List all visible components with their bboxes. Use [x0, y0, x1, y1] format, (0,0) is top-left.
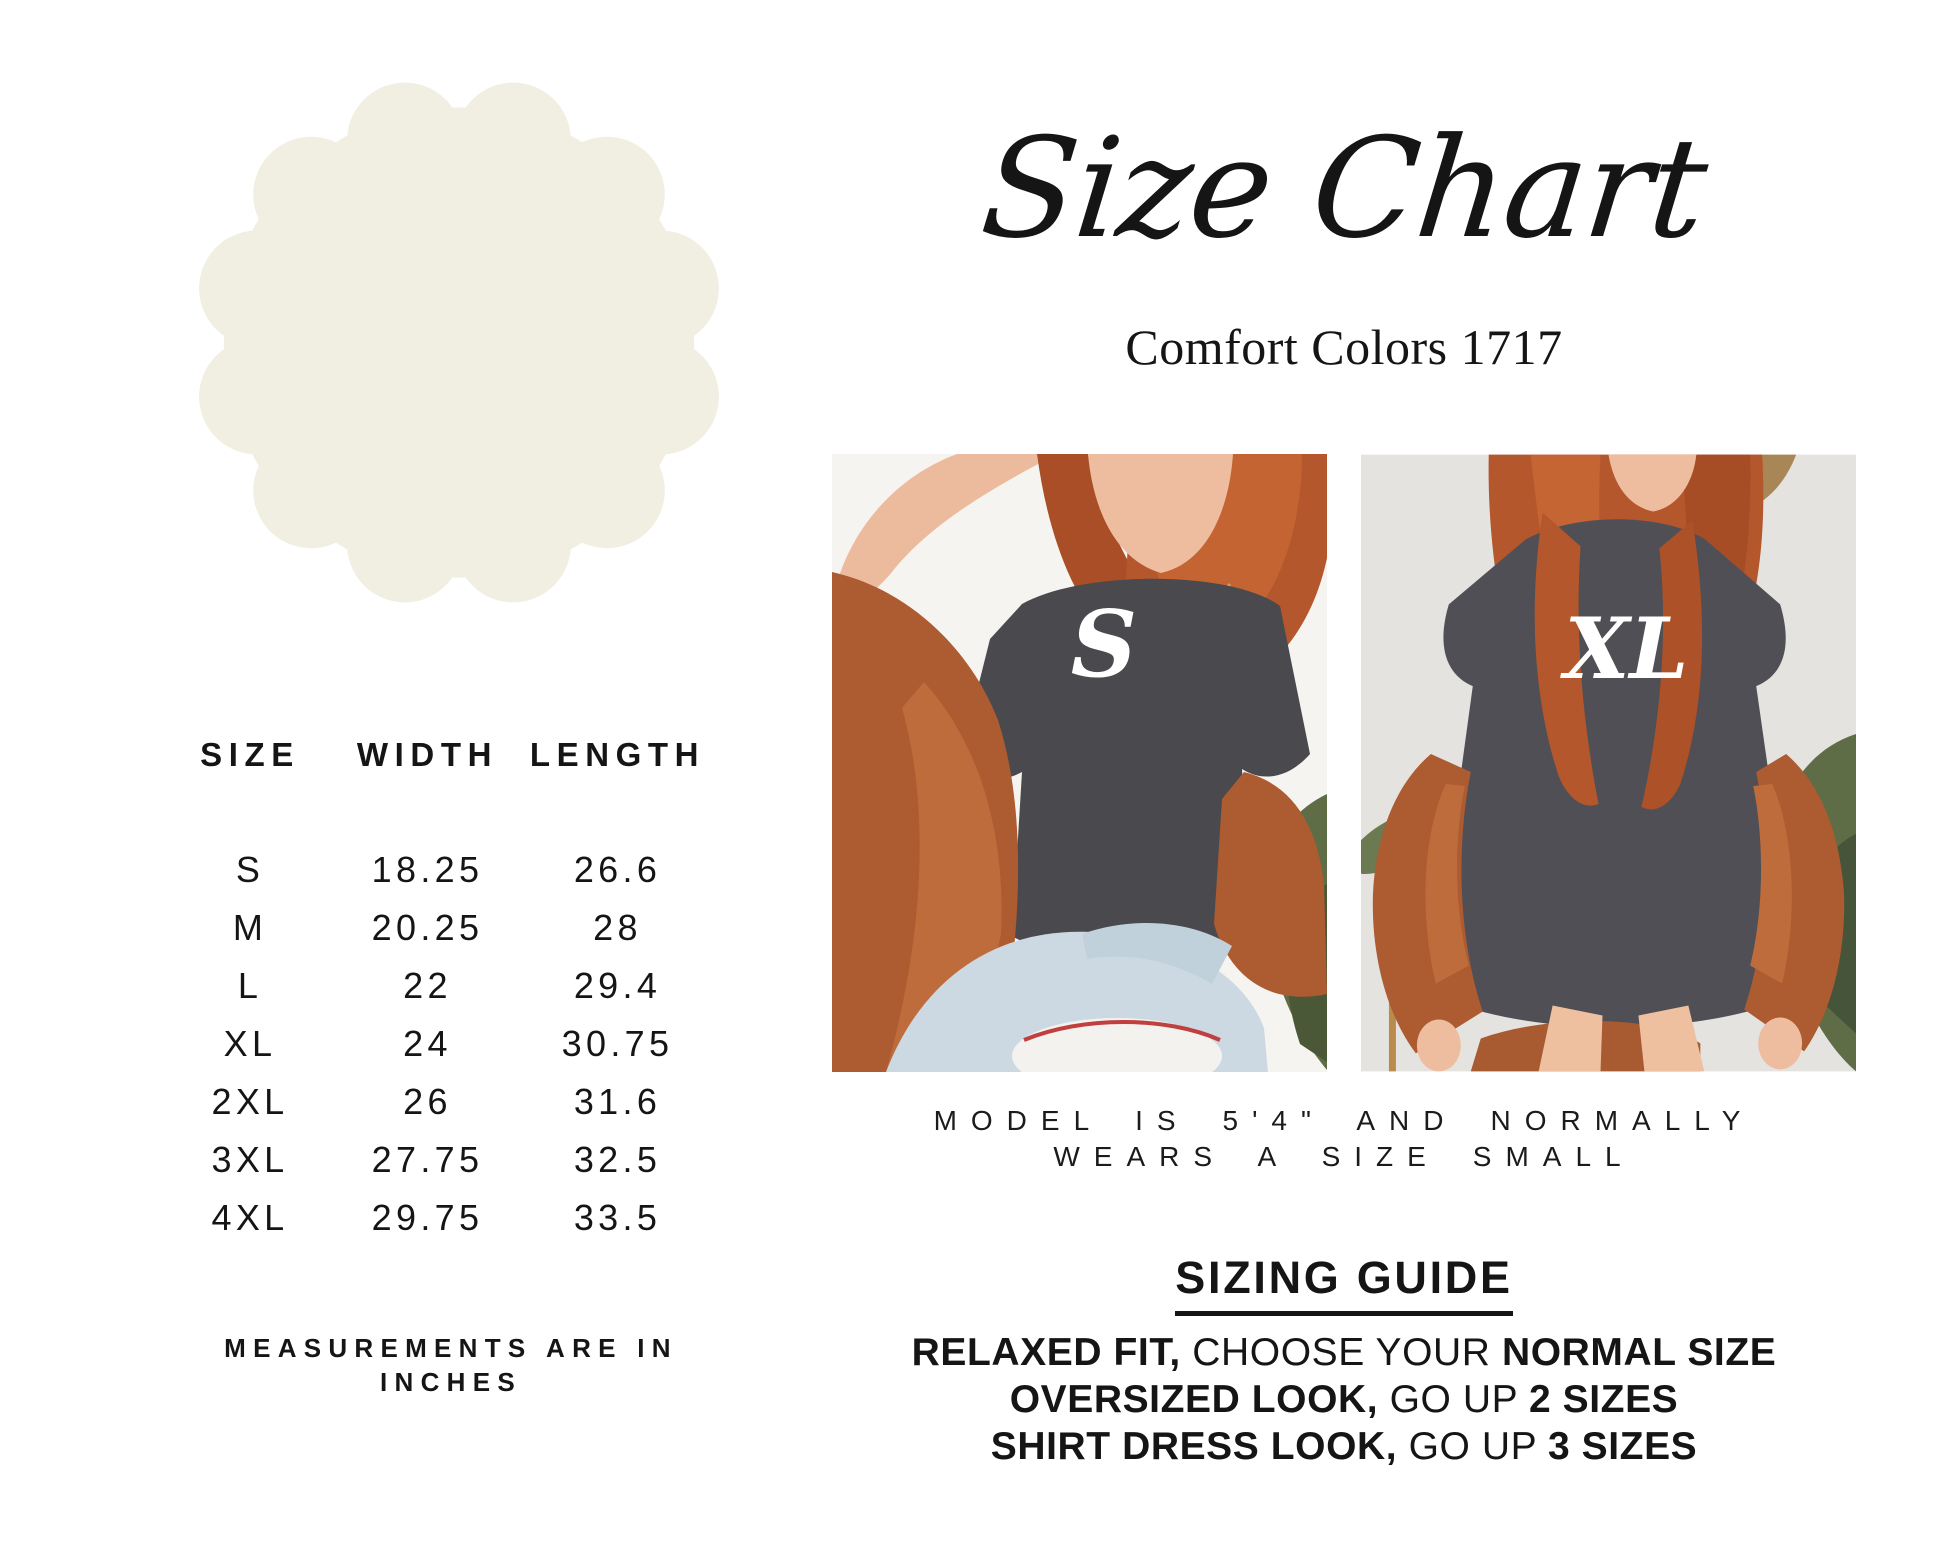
guide-bold: OVERSIZED LOOK, [1009, 1378, 1379, 1421]
page-subtitle: Comfort Colors 1717 [1125, 319, 1563, 375]
scallop-badge-shape [188, 67, 730, 618]
guide-bold: NORMAL SIZE [1501, 1331, 1777, 1374]
cell-length: 26.6 [573, 849, 662, 890]
table-row [155, 1189, 725, 1247]
cell-length: 28 [593, 907, 642, 948]
right-column [756, 0, 1932, 1557]
measurements-note: MEASUREMENTS ARE IN INCHES [224, 1333, 678, 1397]
cell-width: 20.25 [371, 907, 484, 948]
cell-size: 4XL [211, 1197, 289, 1238]
cell-size: 2XL [211, 1081, 289, 1122]
guide-regular: CHOOSE YOUR [1180, 1331, 1502, 1374]
page-title: Size Chart [974, 108, 1714, 269]
cell-length: 30.75 [561, 1023, 674, 1064]
guide-regular: GO UP [1397, 1425, 1548, 1468]
size-table [155, 841, 725, 1247]
guide-regular: GO UP [1378, 1378, 1529, 1421]
cell-size: 3XL [211, 1139, 289, 1180]
model-note-line1: MODEL IS 5'4" AND NORMALLY [933, 1105, 1755, 1136]
guide-bold: 2 SIZES [1528, 1378, 1679, 1421]
cell-length: 31.6 [573, 1081, 662, 1122]
col-width: WIDTH [356, 736, 499, 773]
cell-size: M [232, 907, 268, 948]
shirt-size-label-s: S [1070, 590, 1138, 698]
model-size-s-illustration [832, 454, 1327, 1072]
sizing-guide-line-relaxed [756, 1329, 1932, 1376]
cell-size: L [237, 965, 263, 1006]
cell-length: 29.4 [573, 965, 662, 1006]
cell-length: 33.5 [573, 1197, 662, 1238]
cell-width: 22 [403, 965, 452, 1006]
guide-bold: RELAXED FIT, [911, 1331, 1181, 1374]
cell-size: XL [223, 1023, 277, 1064]
table-row [155, 841, 725, 899]
sizing-guide [756, 1329, 1932, 1470]
sizing-guide-heading: SIZING GUIDE [1175, 1252, 1512, 1316]
col-length: LENGTH [529, 736, 706, 773]
guide-bold: SHIRT DRESS LOOK, [990, 1425, 1398, 1468]
sizing-guide-line-shirt-dress [756, 1423, 1932, 1470]
model-note [756, 1103, 1932, 1175]
cell-width: 24 [403, 1023, 452, 1064]
photo-model-size-xl [1361, 454, 1856, 1072]
model-photos [756, 454, 1932, 1072]
shirt-size-label-xl: XL [1564, 599, 1689, 699]
cell-width: 26 [403, 1081, 452, 1122]
model-note-line2: WEARS A SIZE SMALL [1053, 1141, 1635, 1172]
cell-length: 32.5 [573, 1139, 662, 1180]
model-size-xl-illustration [1361, 454, 1856, 1072]
size-table-header [155, 731, 725, 779]
table-row [155, 1015, 725, 1073]
table-row [155, 899, 725, 957]
cell-width: 29.75 [371, 1197, 484, 1238]
table-row [155, 1131, 725, 1189]
table-row [155, 957, 725, 1015]
table-row [155, 1073, 725, 1131]
sizing-guide-heading-wrap [756, 1252, 1932, 1316]
col-size: SIZE [200, 736, 300, 773]
photo-model-size-s [832, 454, 1327, 1072]
cell-size: S [235, 849, 265, 890]
guide-bold: 3 SIZES [1547, 1425, 1698, 1468]
sizing-guide-line-oversized [756, 1376, 1932, 1423]
cell-width: 27.75 [371, 1139, 484, 1180]
cell-width: 18.25 [371, 849, 484, 890]
